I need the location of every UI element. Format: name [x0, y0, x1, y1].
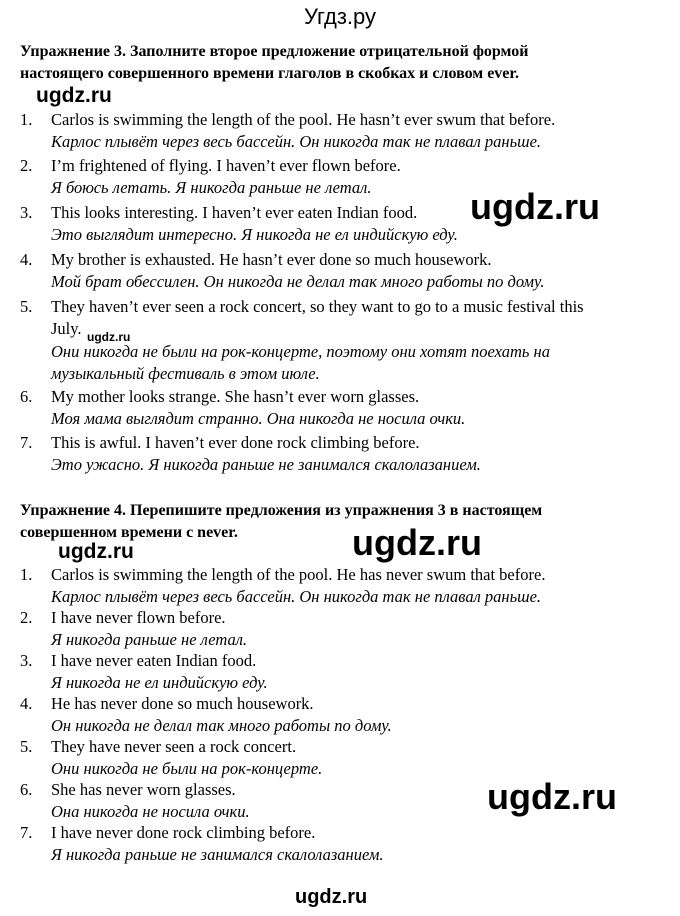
- item-number: 4.: [20, 250, 33, 269]
- russian-translation: Я никогда не ел индийскую еду.: [51, 673, 268, 692]
- russian-translation: Я никогда раньше не летал.: [51, 630, 248, 649]
- russian-translation: Я никогда раньше не занимался скалолазанием.: [51, 845, 384, 864]
- english-sentence: I’m frightened of flying. I haven’t ever flown before.: [51, 156, 401, 175]
- russian-translation: Она никогда не носила очки.: [51, 802, 250, 821]
- english-sentence: I have never done rock climbing before.: [51, 823, 316, 842]
- english-sentence: They have never seen a rock concert.: [51, 737, 297, 756]
- watermark: ugdz.ru: [487, 776, 617, 817]
- item-number: 2.: [20, 156, 33, 175]
- exercise-4-heading-line-1: Упражнение 4. Перепишите предложения из упражнения 3 в настоящем: [20, 502, 543, 519]
- english-sentence: Carlos is swimming the length of the pool. He has never swum that before.: [51, 565, 546, 584]
- watermark: ugdz.ru: [352, 522, 482, 563]
- russian-translation: Это выглядит интересно. Я никогда не ел индийскую еду.: [51, 225, 458, 244]
- english-sentence-line-1: They haven’t ever seen a rock concert, so they want to go to a music festival this: [51, 297, 584, 316]
- item-number: 2.: [20, 608, 33, 627]
- english-sentence: Carlos is swimming the length of the pool. He hasn’t ever swum that before.: [51, 110, 556, 129]
- item-number: 5.: [20, 737, 33, 756]
- english-sentence-line-2: July.: [51, 319, 82, 338]
- item-number: 3.: [20, 203, 33, 222]
- watermark: ugdz.ru: [36, 84, 112, 107]
- item-number: 1.: [20, 110, 33, 129]
- russian-translation: Моя мама выглядит странно. Она никогда не носила очки.: [51, 409, 466, 428]
- item-number: 7.: [20, 823, 33, 842]
- english-sentence: My mother looks strange. She hasn’t ever worn glasses.: [51, 387, 420, 406]
- english-sentence: This looks interesting. I haven’t ever eaten Indian food.: [51, 203, 418, 222]
- russian-translation: Карлос плывёт через весь бассейн. Он никогда так не плавал раньше.: [51, 132, 542, 151]
- item-number: 6.: [20, 780, 33, 799]
- watermark: ugdz.ru: [58, 540, 134, 563]
- russian-translation-line-1: Они никогда не были на рок-концерте, поэтому они хотят поехать на: [51, 342, 550, 361]
- site-title: Угдз.ру: [303, 4, 377, 29]
- item-number: 1.: [20, 565, 33, 584]
- english-sentence: I have never eaten Indian food.: [51, 651, 257, 670]
- footer-watermark: ugdz.ru: [295, 886, 368, 908]
- exercise-4-heading-line-2: совершенном времени с never.: [20, 524, 238, 541]
- watermark: ugdz.ru: [470, 186, 600, 227]
- russian-translation: Это ужасно. Я никогда раньше не занимался скалолазанием.: [51, 455, 481, 474]
- exercise-4-heading: [20, 500, 660, 544]
- english-sentence: I have never flown before.: [51, 608, 226, 627]
- russian-translation: Я боюсь летать. Я никогда раньше не летал.: [51, 178, 372, 197]
- russian-translation-line-2: музыкальный фестиваль в этом июле.: [51, 364, 320, 383]
- item-number: 5.: [20, 297, 33, 316]
- russian-translation: Они никогда не были на рок-концерте.: [51, 759, 323, 778]
- russian-translation: Он никогда не делал так много работы по дому.: [51, 716, 392, 735]
- item-number: 3.: [20, 651, 33, 670]
- exercise-3-heading-line-2: настоящего совершенного времени глаголов в скобках и словом ever.: [20, 65, 520, 82]
- item-number: 7.: [20, 433, 33, 452]
- item-number: 4.: [20, 694, 33, 713]
- watermark: ugdz.ru: [87, 330, 131, 344]
- item-number: 6.: [20, 387, 33, 406]
- english-sentence: He has never done so much housework.: [51, 694, 314, 713]
- english-sentence: She has never worn glasses.: [51, 780, 236, 799]
- english-sentence: This is awful. I haven’t ever done rock climbing before.: [51, 433, 420, 452]
- exercise-3-heading: [20, 41, 660, 85]
- exercise-3-heading-line-1: Упражнение 3. Заполните второе предложение отрицательной формой: [20, 43, 529, 60]
- russian-translation: Карлос плывёт через весь бассейн. Он никогда так не плавал раньше.: [51, 587, 542, 606]
- russian-translation: Мой брат обессилен. Он никогда не делал так много работы по дому.: [51, 272, 545, 291]
- english-sentence: My brother is exhausted. He hasn’t ever done so much housework.: [51, 250, 492, 269]
